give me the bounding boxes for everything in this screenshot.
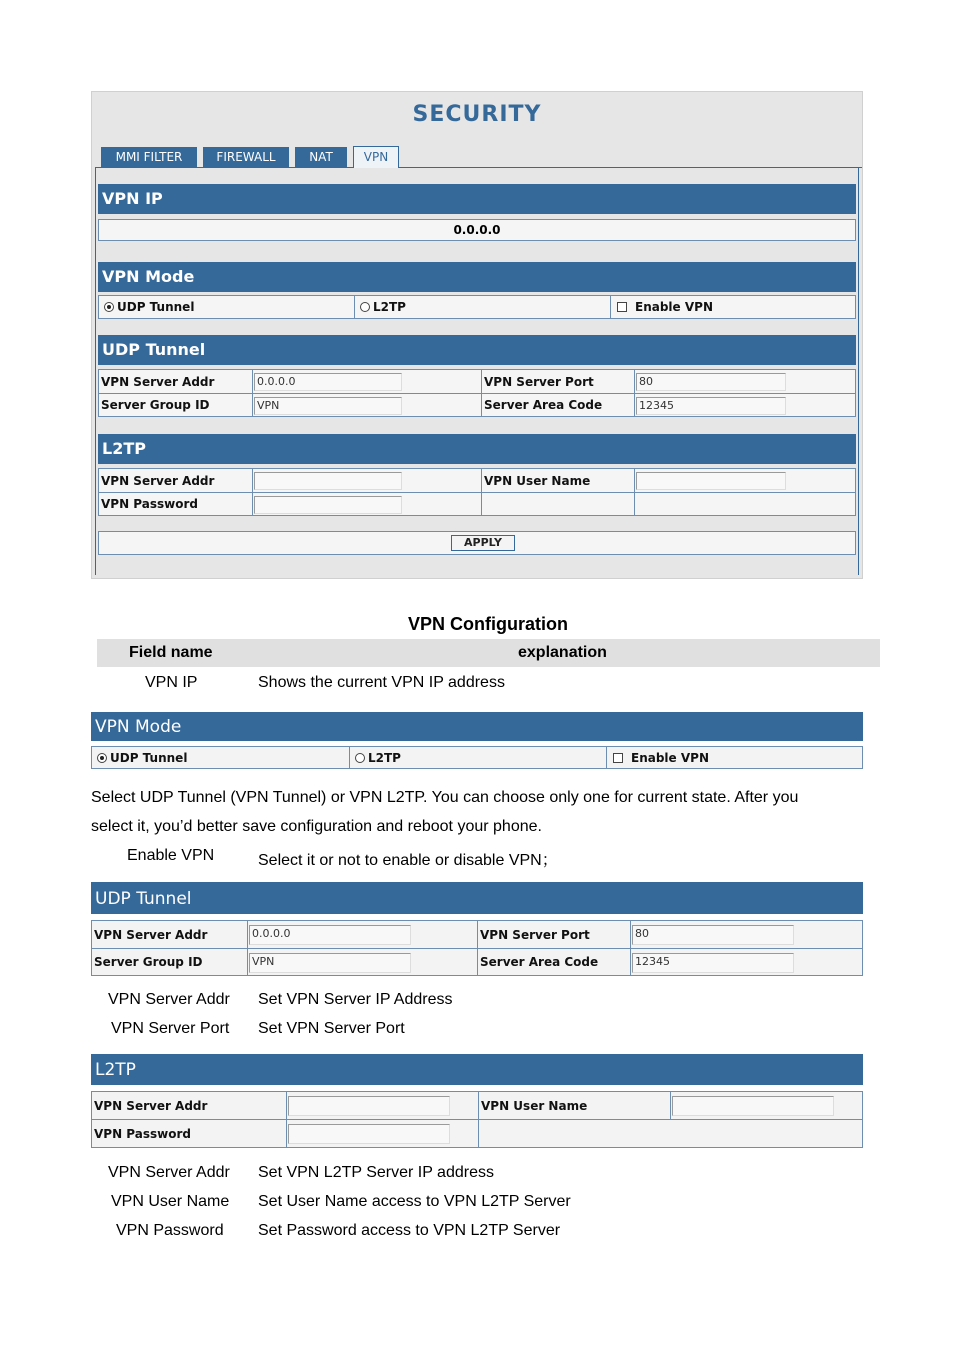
udp-server-addr-label: VPN Server Addr [101,375,215,389]
expl-enable-vpn: Select it or not to enable or disable VPN； [258,852,558,869]
l2tp-server-addr-input[interactable] [254,472,402,490]
col-field-name: Field name [129,644,213,661]
enable-vpn-label: Enable VPN [635,300,713,314]
tab-firewall[interactable]: FIREWALL [203,147,289,167]
excerpt-udp-server-addr-value: 0.0.0.0 [249,925,411,945]
excerpt-header-l2tp: L2TP [91,1054,863,1085]
udp-tunnel-label: UDP Tunnel [117,300,195,314]
radio-selected-icon [97,753,107,763]
expl-udp-server-addr: Set VPN Server IP Address [258,991,453,1008]
excerpt-l2tp-user-name-label: VPN User Name [478,1092,670,1120]
checkbox-icon[interactable] [617,302,627,312]
udp-server-port-input[interactable]: 80 [636,373,786,391]
l2tp-table [98,468,856,516]
security-panel [91,91,863,579]
excerpt-udp-server-addr-label: VPN Server Addr [94,928,208,942]
expl-vpn-ip: Shows the current VPN IP address [258,674,505,691]
excerpt-udp-group-id-value: VPN [249,953,411,973]
vpn-ip-value: 0.0.0.0 [98,219,856,241]
checkbox-icon [613,753,623,763]
excerpt-l2tp-label: L2TP [368,750,401,765]
excerpt-udp-server-port-value: 80 [632,925,794,945]
expl-l2tp-user-name: Set User Name access to VPN L2TP Server [258,1193,571,1210]
section-header-vpn-ip: VPN IP [98,184,856,214]
excerpt-udp-option [92,747,349,768]
excerpt-l2tp-server-addr-value [288,1096,450,1116]
field-vpn-ip: VPN IP [145,674,198,691]
udp-group-id-input[interactable]: VPN [254,397,402,415]
excerpt-udp-area-code-value: 12345 [632,953,794,973]
page-title: SECURITY [412,102,542,127]
section-header-l2tp: L2TP [98,434,856,464]
expl-udp-server-port: Set VPN Server Port [258,1020,405,1037]
field-table-header [97,639,880,667]
col-explanation: explanation [518,644,607,661]
expl-l2tp-server-addr: Set VPN L2TP Server IP address [258,1164,494,1181]
l2tp-password-label: VPN Password [101,497,198,511]
udp-area-code-label: Server Area Code [481,394,634,416]
excerpt-l2tp-server-addr-label: VPN Server Addr [94,1099,208,1113]
udp-tunnel-option[interactable] [99,296,354,318]
excerpt-udp-area-code-label: Server Area Code [477,949,630,975]
excerpt-header-udp-tunnel: UDP Tunnel [91,882,863,914]
field-udp-server-port: VPN Server Port [111,1020,230,1037]
section-header-udp-tunnel: UDP Tunnel [98,335,856,365]
radio-selected-icon[interactable] [104,302,114,312]
radio-unselected-icon [355,753,365,763]
excerpt-udp-group-id-label: Server Group ID [94,955,203,969]
tab-vpn[interactable]: VPN [353,146,399,168]
table-caption: VPN Configuration [408,614,568,634]
field-enable-vpn: Enable VPN [127,847,215,864]
udp-area-code-input[interactable]: 12345 [636,397,786,415]
excerpt-enable-option [606,747,862,768]
field-udp-server-addr: VPN Server Addr [108,991,230,1008]
udp-tunnel-table [98,369,856,417]
excerpt-l2tp-option [349,747,606,768]
l2tp-label: L2TP [373,300,406,314]
vpn-mode-row [98,295,856,319]
field-l2tp-password: VPN Password [116,1222,224,1239]
field-l2tp-server-addr: VPN Server Addr [108,1164,230,1181]
udp-server-port-label: VPN Server Port [481,370,634,394]
excerpt-l2tp-user-name-value [672,1096,834,1116]
vpn-content [95,167,859,575]
l2tp-excerpt [91,1054,863,1148]
l2tp-password-input[interactable] [254,496,402,514]
excerpt-header-vpn-mode: VPN Mode [91,712,863,741]
expl-l2tp-password: Set Password access to VPN L2TP Server [258,1222,561,1239]
tab-bar [95,145,862,168]
l2tp-server-addr-label: VPN Server Addr [101,474,215,488]
apply-row [98,531,856,555]
tab-mmi-filter[interactable]: MMI FILTER [101,147,197,167]
tab-nat[interactable]: NAT [295,147,347,167]
excerpt-l2tp-password-label: VPN Password [94,1126,191,1141]
l2tp-user-name-input[interactable] [636,472,786,490]
mode-paragraph-line-1: Select UDP Tunnel (VPN Tunnel) or VPN L2TP. You can choose only one for current state. After you [91,789,799,806]
mode-paragraph-line-2: select it, you’d better save configuration and reboot your phone. [91,818,542,835]
excerpt-l2tp-password-value [288,1124,450,1144]
field-l2tp-user-name: VPN User Name [111,1193,230,1210]
udp-group-id-label: Server Group ID [101,398,210,412]
vpn-mode-excerpt [91,712,863,769]
excerpt-enable-label: Enable VPN [631,750,709,765]
udp-server-addr-input[interactable]: 0.0.0.0 [254,373,402,391]
excerpt-udp-server-port-label: VPN Server Port [477,921,630,949]
enable-vpn-option[interactable] [610,296,855,318]
excerpt-udp-label: UDP Tunnel [110,750,188,765]
l2tp-user-name-label: VPN User Name [481,469,634,493]
radio-unselected-icon[interactable] [360,302,370,312]
l2tp-option[interactable] [354,296,610,318]
section-header-vpn-mode: VPN Mode [98,262,856,292]
udp-tunnel-excerpt [91,882,863,976]
apply-button[interactable]: APPLY [451,535,515,551]
